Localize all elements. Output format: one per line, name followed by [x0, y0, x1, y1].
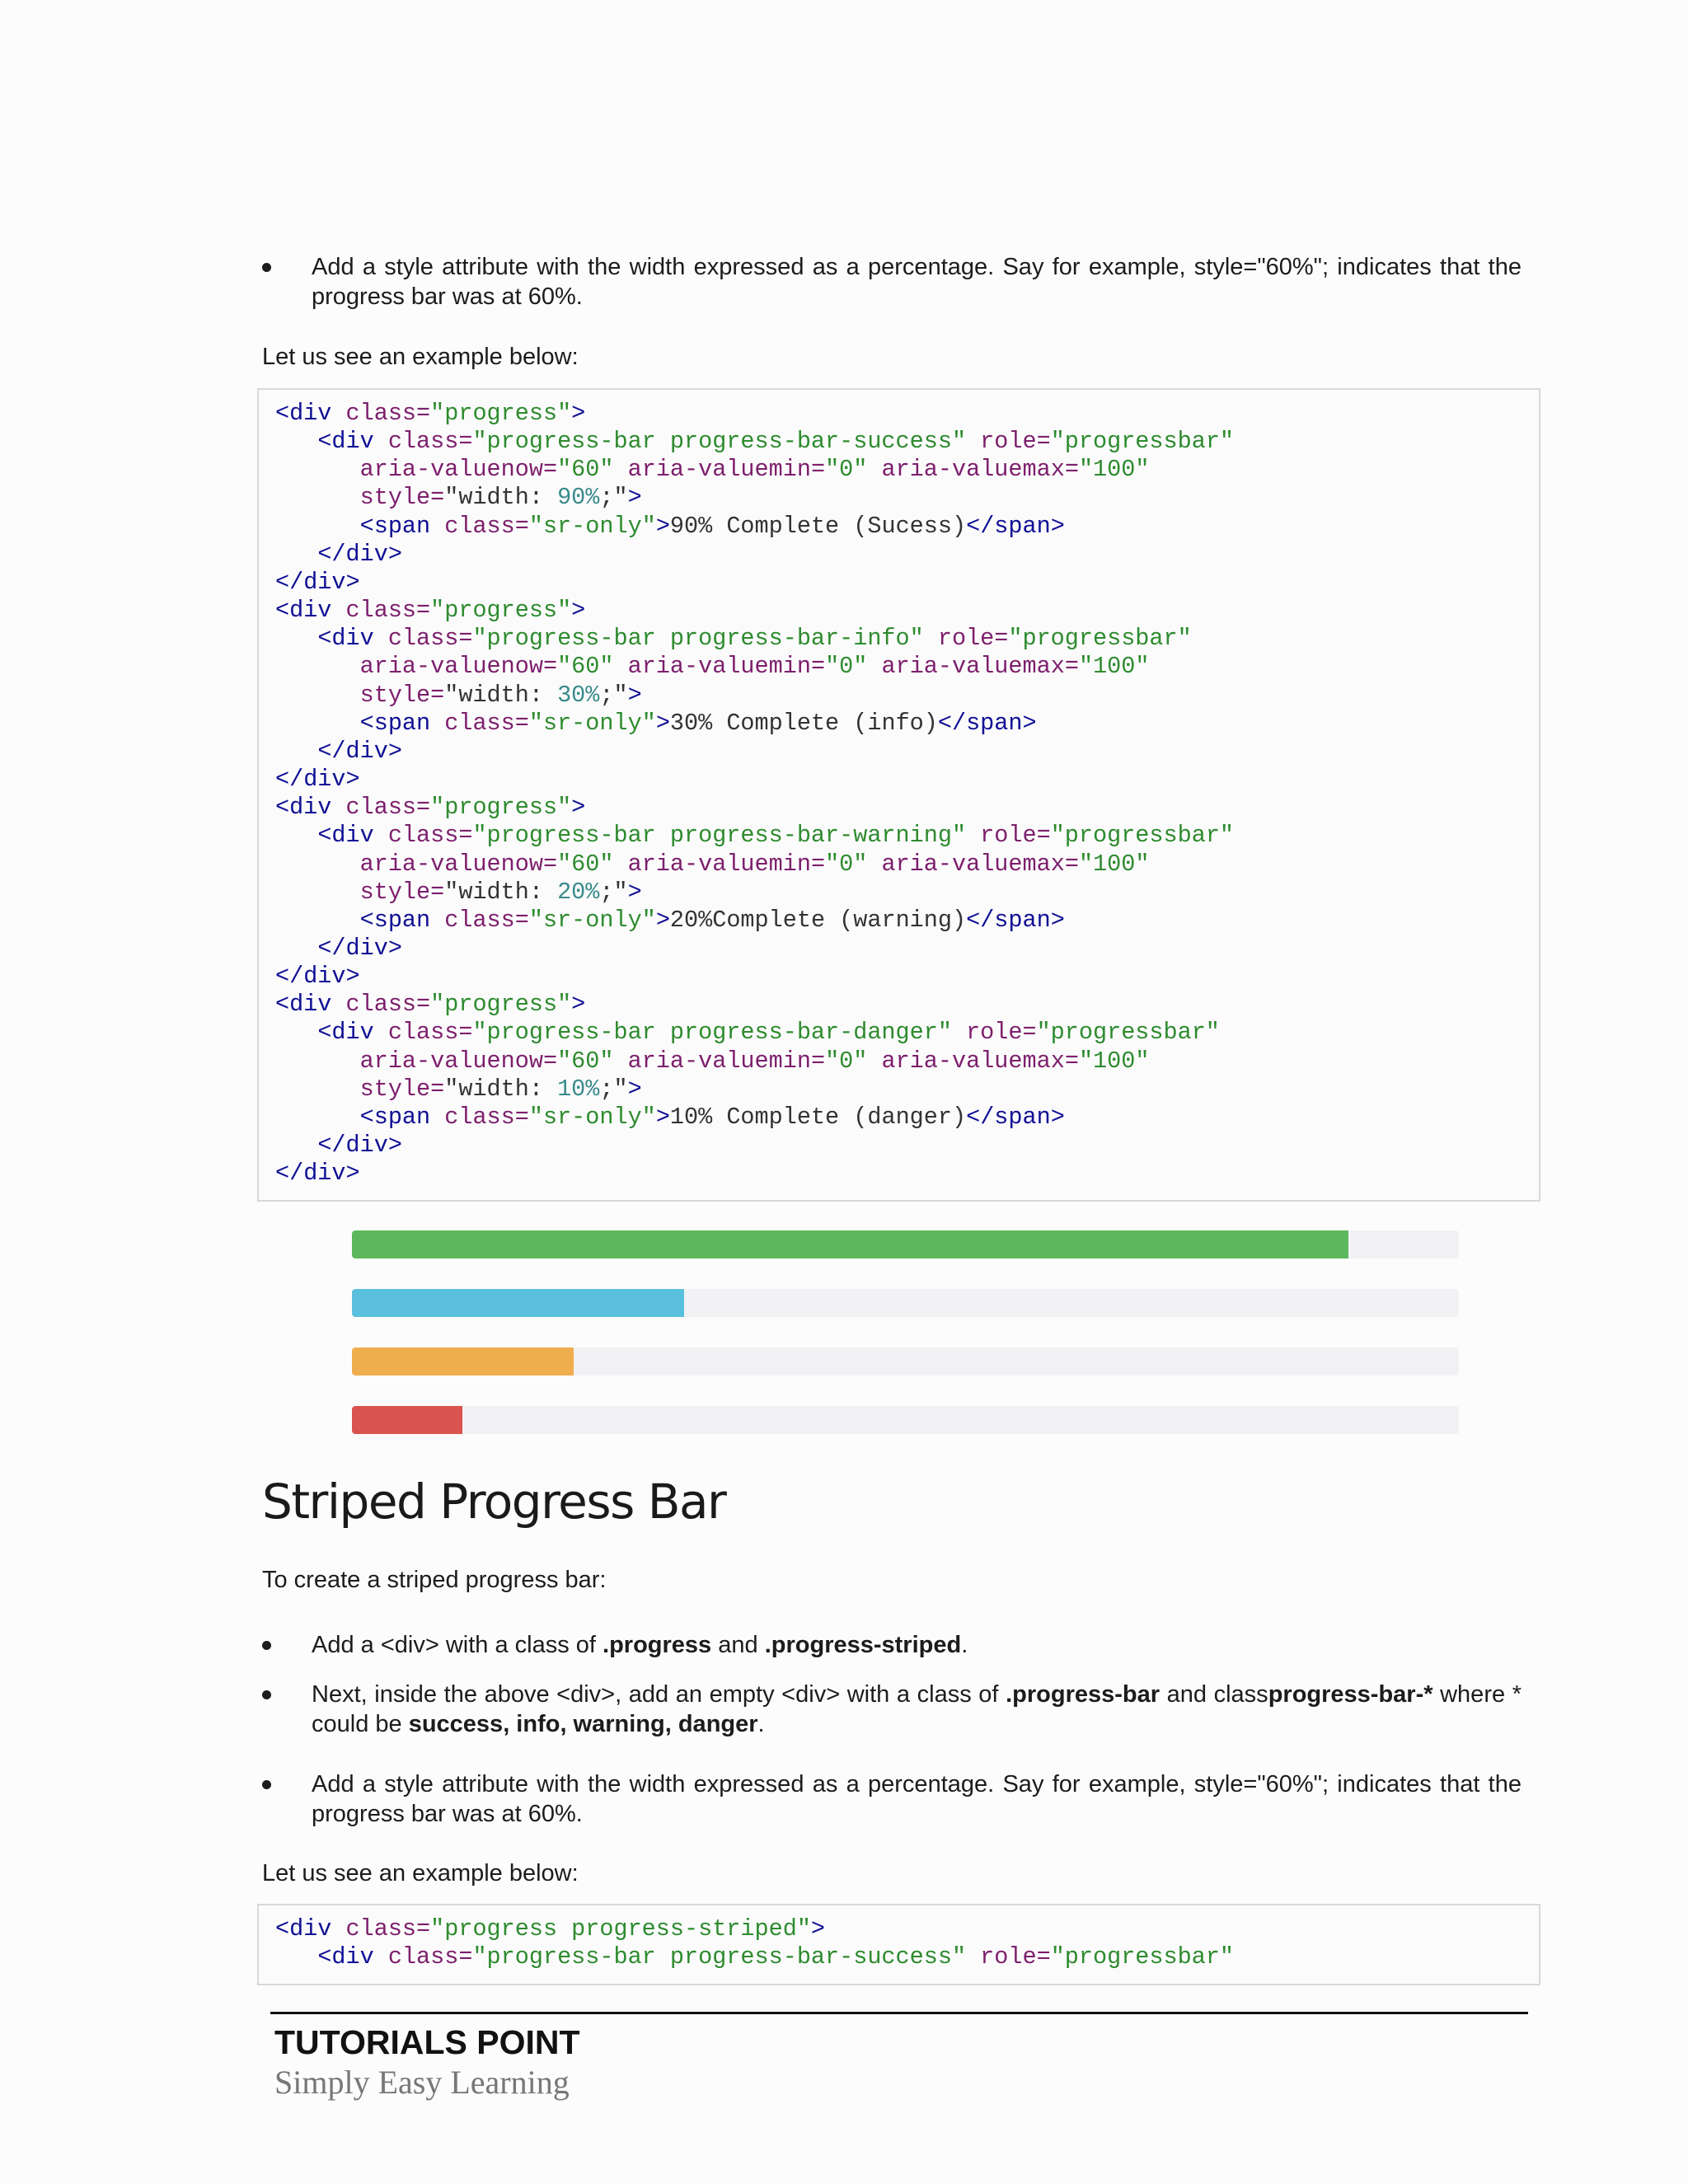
bullet-marker [262, 1690, 271, 1699]
bullet-text: and class [1160, 1681, 1268, 1708]
bullet-text: and [711, 1632, 765, 1658]
section-heading: Striped Progress Bar [262, 1474, 726, 1530]
bullet-marker [262, 1780, 271, 1789]
bullet-code-progress-bar: .progress-bar [1006, 1681, 1160, 1708]
bullet-marker [262, 1641, 271, 1650]
example-label: Let us see an example below: [262, 344, 579, 370]
bullet-modifiers: success, info, warning, danger [408, 1711, 758, 1737]
footer-title: TUTORIALS POINT [274, 2023, 580, 2061]
footer-divider [270, 2012, 1528, 2014]
bullet-text: . [961, 1632, 968, 1658]
bullet-text: Add a <div> with a class of [312, 1632, 603, 1658]
bullet-progress-class [312, 1630, 1522, 1660]
footer-subtitle: Simply Easy Learning [274, 2064, 570, 2101]
example-label: Let us see an example below: [262, 1860, 579, 1886]
bullet-text: Next, inside the above <div>, add an empty <div> with a class of [312, 1681, 1006, 1708]
bullet-code-striped: .progress-striped [764, 1632, 962, 1658]
progress-track-warning [352, 1347, 1459, 1376]
progress-track-danger [352, 1406, 1459, 1434]
bullet-marker [262, 263, 271, 272]
code-block [257, 388, 1540, 1202]
section-intro: To create a striped progress bar: [262, 1567, 607, 1593]
bullet-code-progress-bar-star: progress-bar-* [1268, 1681, 1433, 1708]
bullet-code-progress: .progress [603, 1632, 712, 1658]
bullet-progress-bar-class [312, 1680, 1522, 1739]
bullet-text: where * could be [312, 1681, 1522, 1737]
progress-track-info [352, 1289, 1459, 1317]
progress-fill-warning [352, 1347, 574, 1376]
code-listing: <div class="progress progress-striped"> <div class="progress-bar progress-bar-success" role="progressbar" [275, 1915, 1235, 1971]
bullet-style-text: Add a style attribute with the width expressed as a percentage. Say for example, style="60%"; indicates that the progress bar was at 60%. [312, 1771, 1522, 1827]
bullet-style-text: Add a style attribute with the width expressed as a percentage. Say for example, style="60%"; indicates that the progress bar was at 60%. [312, 254, 1522, 310]
progress-track-success [352, 1230, 1459, 1258]
progress-fill-success [352, 1230, 1348, 1258]
code-listing: <div class="progress"> <div class="progress-bar progress-bar-success" role="progressbar" aria-valuenow="60" aria-valuemin="0" aria-valuemax="100" style="width: 90%;"> <span class="sr-only">90% Complete (Sucess)</span> </div> </div> <div class="progress"> <div class="progress-bar progress-bar-info" role="progressbar" aria-valuenow="60" aria-valuemin="0" aria-valuemax="100" style="width: 30%;"> <span class="sr-only">30% Complete (info)</span> </div> </div> <div class="progress"> <div class="progress-bar progress-bar-warning" role="progressbar" aria-valuenow="60" aria-valuemin="0" aria-valuemax="100" style="width: 20%;"> <span class="sr-only">20%Complete (warning)</span> </div> </div> <div class="progress"> <div class="progress-bar progress-bar-danger" role="progressbar" aria-valuenow="60" aria-valuemin="0" aria-valuemax="100" style="width: 10%;"> <span class="sr-only">10% Complete (danger)</span> </div> </div> [275, 400, 1235, 1188]
progress-fill-danger [352, 1406, 462, 1434]
bullet-text: . [757, 1711, 765, 1737]
code-block-striped [257, 1904, 1540, 1985]
progress-fill-info [352, 1289, 684, 1317]
